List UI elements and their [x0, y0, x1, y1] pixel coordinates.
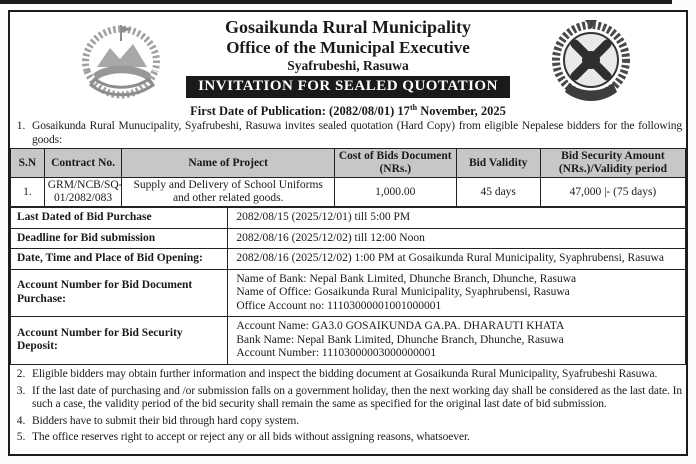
cell-bid-cost: 1,000.00: [335, 178, 457, 207]
item-number: 2.: [16, 368, 26, 380]
item-number: 5.: [16, 431, 26, 443]
list-item: [10, 383, 686, 413]
table-row: [11, 269, 686, 317]
table-row: [11, 317, 686, 365]
item-number: 1.: [16, 120, 26, 132]
table-row: [11, 178, 686, 207]
cell-bid-validity: 45 days: [456, 178, 540, 207]
detail-line: Name of Bank: Nepal Bank Limited, Dhunche Branch, Dhunche, Rasuwa: [236, 272, 577, 285]
item-number: 4.: [16, 414, 26, 427]
column-header-bid-cost: Cost of Bids Document (NRs.): [335, 149, 457, 178]
detail-line: 2082/08/16 (2025/12/02) 1:00 PM at Gosaikunda Rural Municipality, Syaphrubensi, Rasuwa: [236, 252, 664, 264]
detail-label-bid-submission: Deadline for Bid submission: [11, 228, 228, 249]
cell-project-name: Supply and Delivery of School Uniforms and other related goods.: [122, 178, 335, 207]
note-text: Bidders have to submit their bid through hard copy system.: [32, 414, 299, 427]
cell-contract-no: GRM/NCB/SQ-01/2082/083: [44, 178, 122, 207]
quotation-table: [10, 148, 686, 207]
table-row: [11, 208, 686, 229]
publication-date: First Date of Publication: (2082/08/01) 17th November, 2025: [190, 103, 506, 119]
notice-title-banner: INVITATION FOR SEALED QUOTATION: [186, 76, 510, 98]
municipality-emblem-icon: [544, 14, 638, 119]
bid-details-table: [10, 207, 686, 365]
detail-label-bid-opening: Date, Time and Place of Bid Opening:: [11, 249, 228, 270]
top-divider-bar: [0, 0, 672, 4]
notice-conditions: [10, 367, 686, 447]
detail-line: 2082/08/16 (2025/12/02) till 12:00 Noon: [236, 231, 425, 244]
organization-name: Gosaikunda Rural Municipality: [224, 17, 472, 37]
office-name: Office of the Municipal Executive: [226, 38, 470, 57]
list-item: [10, 413, 686, 430]
detail-line: Account Number: 11103000003000000001: [236, 347, 437, 359]
detail-line: Account Name: GA3.0 GOSAIKUNDA GA.PA. DHARAUTI KHATA: [236, 320, 565, 332]
table-row: [11, 249, 686, 270]
cell-sn: 1.: [11, 178, 45, 207]
note-text: If the last date of purchasing and /or submission falls on a government holiday, then the next working day shall be considered as the last date. In such a case, the validity period of the bid security shall remain the same as specified for the original last date of bid submission.: [32, 384, 682, 410]
column-header-bid-security: Bid Security Amount (NRs.)/Validity period: [540, 149, 685, 178]
nepal-coat-of-arms-icon: [72, 17, 170, 114]
detail-value-bid-purchase: [228, 208, 686, 229]
list-item: [10, 430, 686, 447]
intro-paragraph: [10, 119, 686, 148]
detail-value-bid-submission: [228, 228, 686, 249]
document-header: [10, 12, 686, 118]
notice-document: [8, 10, 688, 456]
note-text: The office reserves right to accept or reject any or all bids without assigning reasons, whatsoever.: [32, 431, 470, 443]
cell-bid-security: 47,000 |- (75 days): [540, 178, 685, 207]
detail-line: Bank Name: Nepal Bank Limited, Dhunche Branch, Dhunche, Rasuwa: [236, 333, 564, 346]
item-number: 3.: [16, 384, 26, 397]
detail-line: 2082/08/15 (2025/12/01) till 5:00 PM: [236, 211, 411, 223]
detail-line: Name of Office: Gosaikunda Rural Municipality, Syaphrubensi, Rasuwa: [236, 286, 570, 298]
column-header-project-name: Name of Project: [122, 149, 335, 178]
detail-line: Office Account no: 11103000001001000001: [236, 299, 442, 312]
detail-value-document-account: [228, 269, 686, 317]
detail-label-document-account: Account Number for Bid Document Purchase:: [11, 269, 228, 317]
detail-label-bid-purchase: Last Dated of Bid Purchase: [11, 208, 228, 229]
column-header-bid-validity: Bid Validity: [456, 149, 540, 178]
office-location: Syafrubeshi, Rasuwa: [287, 58, 409, 73]
intro-text: Gosaikunda Rural Munucipality, Syafrubeshi, Rasuwa invites sealed quotation (Hard Copy) from eligible Nepalese bidders for the following goods:: [32, 120, 682, 146]
detail-value-bid-opening: [228, 249, 686, 270]
column-header-contract-no: Contract No.: [44, 149, 122, 178]
quotation-table-header-row: [11, 149, 686, 178]
detail-value-security-account: [228, 317, 686, 365]
note-text: Eligible bidders may obtain further information and inspect the bidding document at Gosaikunda Rural Municipality, Syafrubeshi Rasuwa.: [32, 368, 658, 380]
detail-label-security-account: Account Number for Bid Security Deposit:: [11, 317, 228, 365]
table-row: [11, 228, 686, 249]
column-header-sn: S.N: [11, 149, 45, 178]
list-item: [10, 367, 686, 384]
